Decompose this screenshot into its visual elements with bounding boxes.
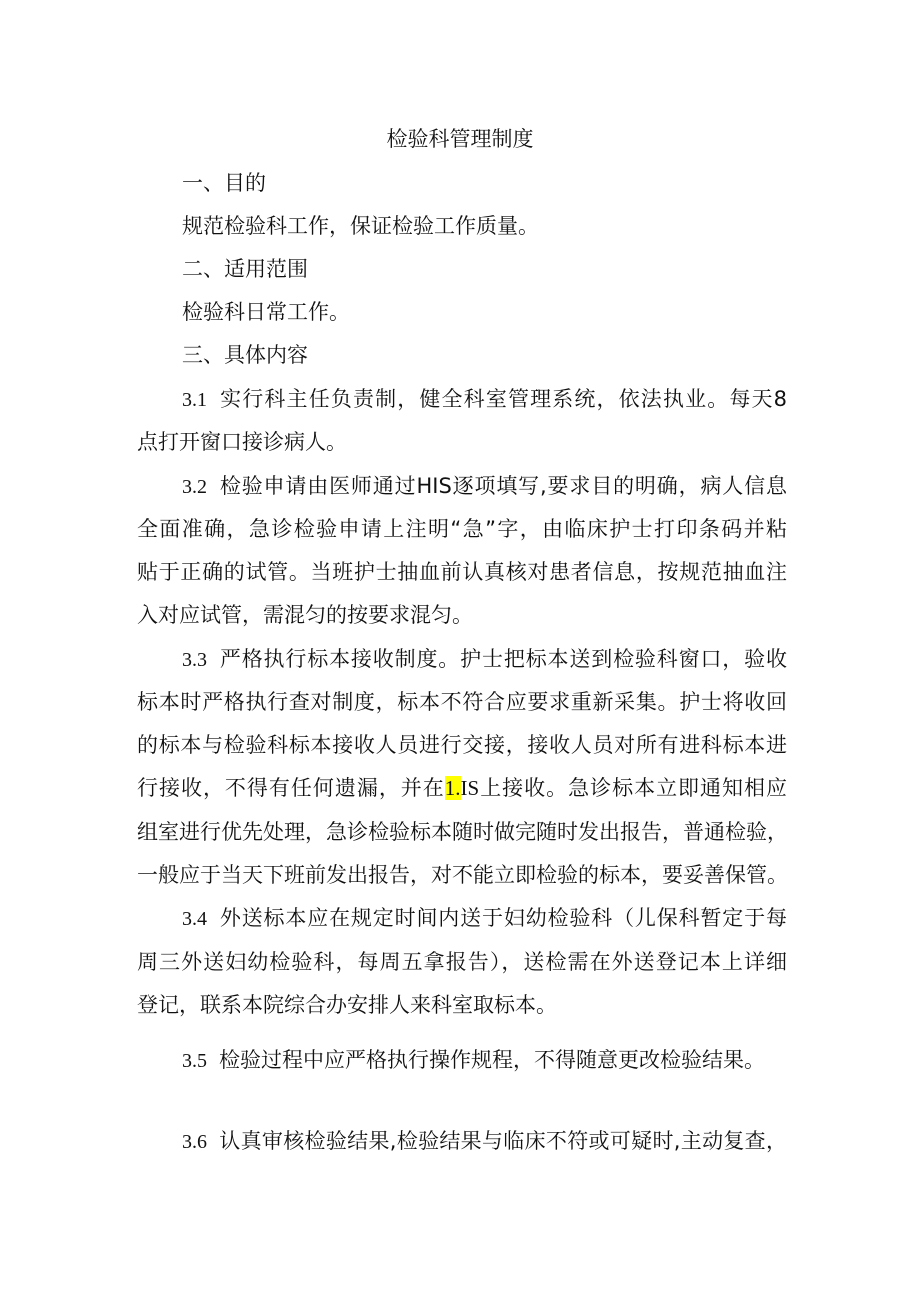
document-title: 检验科管理制度 [386, 127, 534, 151]
section-number: 3.4 [182, 908, 207, 930]
heading-scope: 二、适用范围 [182, 257, 308, 281]
heading-content: 三、具体内容 [182, 343, 308, 367]
section-3-4-line-3: 登记，联系本院综合办安排人来科室取标本。 [137, 993, 557, 1017]
section-3-3-line-3: 的标本与检验科标本接收人员进行交接，接收人员对所有进科标本进 [137, 733, 787, 757]
section-3-5-line-1: 3.5 检验过程中应严格执行操作规程，不得随意更改检验结果。 [182, 1048, 765, 1072]
section-number: 3.2 [182, 476, 207, 498]
section-3-2-line-3: 贴于正确的试管。当班护士抽血前认真核对患者信息，按规范抽血注 [137, 560, 787, 584]
section-3-2-line-2: 全面准确，急诊检验申请上注明“急”字，由临床护士打印条码并粘 [137, 517, 787, 541]
section-3-3-line-4: 行接收，不得有任何遗漏，并在1.IS上接收。急诊标本立即通知相应 [137, 776, 787, 800]
paragraph-scope: 检验科日常工作。 [182, 300, 350, 324]
section-3-6-line-1: 3.6 认真审核检验结果,检验结果与临床不符或可疑时,主动复查， [182, 1129, 787, 1153]
heading-purpose: 一、目的 [182, 171, 266, 195]
section-3-3-line-1: 3.3 严格执行标本接收制度。护士把标本送到检验科窗口，验收 [182, 647, 787, 671]
section-3-3-line-2: 标本时严格执行查对制度，标本不符合应要求重新采集。护士将收回 [137, 690, 787, 714]
highlighted-text: 1. [444, 776, 461, 800]
section-number: 3.3 [182, 649, 207, 671]
section-3-3-line-5: 组室进行优先处理，急诊检验标本随时做完随时发出报告，普通检验， [137, 820, 788, 844]
section-number: 3.5 [182, 1050, 207, 1072]
section-3-1-line-1: 3.1 实行科主任负责制，健全科室管理系统，依法执业。每天8 [182, 387, 787, 411]
section-3-1-line-2: 点打开窗口接诊病人。 [137, 430, 347, 454]
paragraph-purpose: 规范检验科工作，保证检验工作质量。 [182, 214, 539, 238]
section-3-2-line-1: 3.2 检验申请由医师通过HIS逐项填写,要求目的明确，病人信息 [182, 474, 787, 498]
section-number: 3.6 [182, 1131, 207, 1153]
section-3-2-line-4: 入对应试管，需混匀的按要求混匀。 [137, 603, 473, 627]
section-3-4-line-2: 周三外送妇幼检验科，每周五拿报告），送检需在外送登记本上详细 [137, 950, 787, 974]
section-3-3-line-6: 一般应于当天下班前发出报告，对不能立即检验的标本，要妥善保管。 [137, 863, 788, 887]
section-3-4-line-1: 3.4 外送标本应在规定时间内送于妇幼检验科（儿保科暂定于每 [182, 906, 787, 930]
section-number: 3.1 [182, 389, 207, 411]
